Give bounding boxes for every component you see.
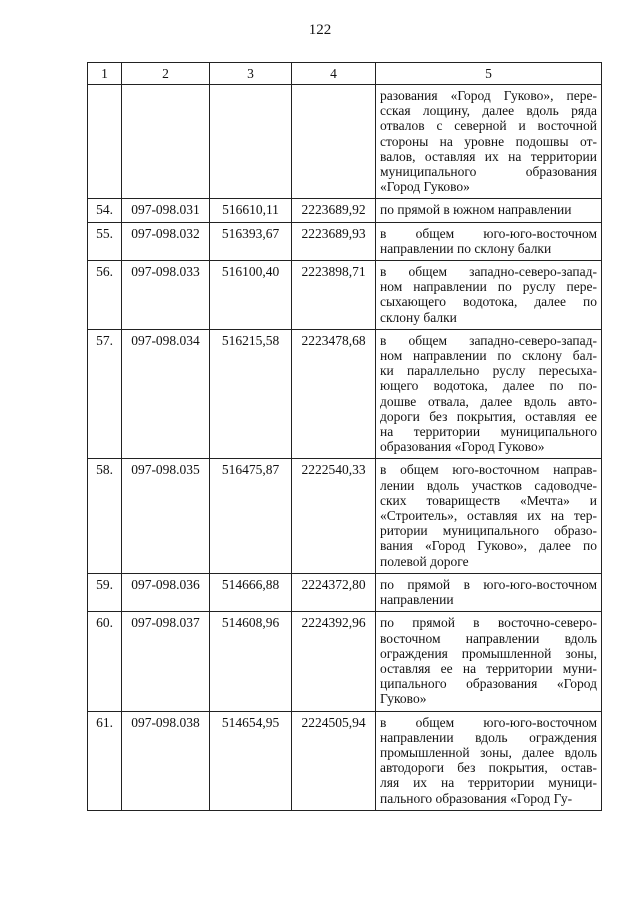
boundary-description (376, 459, 602, 573)
row-number: 61. (88, 711, 122, 810)
description-line: по прямой в восточно-северо- (380, 615, 597, 631)
description-line: сыхающего водотока, далее по (380, 294, 597, 310)
boundary-description (376, 222, 602, 260)
description-line: разования «Город Гуково», пере- (380, 88, 597, 103)
description-line: вания «Город Гуково», далее по (380, 538, 597, 554)
description-line: оставляя ее на территории муни- (380, 660, 597, 676)
table-row (88, 459, 602, 573)
table-row (88, 711, 602, 810)
description-line: стороны на уровне подошвы от- (380, 133, 597, 149)
description-line: восточном направлении вдоль (380, 630, 597, 646)
x-coordinate: 514666,88 (210, 573, 292, 611)
boundary-description (376, 329, 602, 459)
description-line: в общем юго-восточном направ- (380, 462, 597, 478)
description-line: отвалов с северной и восточной (380, 118, 597, 134)
boundary-description (376, 199, 602, 222)
description-line: в общем западно-северо-запад- (380, 264, 597, 280)
x-coordinate: 516393,67 (210, 222, 292, 260)
column-header: 4 (292, 63, 376, 85)
description-line: в общем западно-северо-запад- (380, 332, 597, 348)
description-line: полевой дороге (380, 553, 469, 569)
point-code: 097-098.031 (122, 199, 210, 222)
y-coordinate: 2224392,96 (292, 612, 376, 711)
description-line: в общем юго-юго-восточном (380, 225, 597, 241)
row-number (88, 85, 122, 199)
boundary-description (376, 85, 602, 199)
description-line: в общем юго-юго-восточном (380, 714, 597, 730)
table-header-row (88, 63, 602, 85)
column-header: 5 (376, 63, 602, 85)
y-coordinate: 2222540,33 (292, 459, 376, 573)
x-coordinate: 514608,96 (210, 612, 292, 711)
description-line: ном направлении по склону бал- (380, 348, 597, 364)
point-code: 097-098.033 (122, 261, 210, 330)
point-code: 097-098.036 (122, 573, 210, 611)
point-code: 097-098.037 (122, 612, 210, 711)
description-line: направлении (380, 592, 454, 608)
description-line: ющего водотока, далее по по- (380, 378, 597, 394)
page-number: 122 (308, 22, 332, 38)
description-line: ципального образования «Город (380, 676, 597, 692)
x-coordinate: 516610,11 (210, 199, 292, 222)
table-row (88, 261, 602, 330)
description-line: ограждения промышленной зоны, (380, 645, 597, 661)
row-number: 54. (88, 199, 122, 222)
description-line: склону балки (380, 309, 457, 325)
boundary-description (376, 573, 602, 611)
table-row (88, 612, 602, 711)
description-line: на территории муниципального (380, 424, 597, 440)
boundary-description (376, 261, 602, 330)
row-number: 60. (88, 612, 122, 711)
column-header: 3 (210, 63, 292, 85)
table-row (88, 329, 602, 459)
y-coordinate: 2224505,94 (292, 711, 376, 810)
description-line: автодороги без покрытия, остав- (380, 760, 597, 776)
x-coordinate: 516475,87 (210, 459, 292, 573)
description-line: образования «Город Гуково» (380, 439, 545, 455)
table-body (88, 85, 602, 811)
description-line: ном направлении по руслу пере- (380, 279, 597, 295)
row-number: 59. (88, 573, 122, 611)
x-coordinate: 516100,40 (210, 261, 292, 330)
row-number: 58. (88, 459, 122, 573)
y-coordinate: 2223898,71 (292, 261, 376, 330)
column-header: 2 (122, 63, 210, 85)
boundary-description (376, 711, 602, 810)
point-code: 097-098.035 (122, 459, 210, 573)
point-code: 097-098.032 (122, 222, 210, 260)
description-line: ских товариществ «Мечта» и (380, 492, 597, 508)
row-number: 57. (88, 329, 122, 459)
description-line: ритории муниципального образо- (380, 523, 597, 539)
description-line: по прямой в юго-юго-восточном (380, 576, 597, 592)
description-line: сская лощину, далее вдоль ряда (380, 103, 597, 119)
row-number: 55. (88, 222, 122, 260)
y-coordinate: 2223478,68 (292, 329, 376, 459)
y-coordinate: 2223689,93 (292, 222, 376, 260)
y-coordinate: 2223689,92 (292, 199, 376, 222)
description-line: дошве отвала, далее вдоль авто- (380, 393, 597, 409)
description-line: «Город Гуково» (380, 179, 470, 195)
table-row (88, 85, 602, 199)
description-line: валов, оставляя их на территории (380, 148, 597, 164)
description-line: ляя их на территории муници- (380, 775, 597, 791)
description-line: направлении вдоль ограждения (380, 729, 597, 745)
row-number: 56. (88, 261, 122, 330)
description-line: лении вдоль участков садоводче- (380, 477, 597, 493)
x-coordinate: 514654,95 (210, 711, 292, 810)
description-line: Гуково» (380, 691, 427, 707)
point-code: 097-098.034 (122, 329, 210, 459)
boundary-description (376, 612, 602, 711)
description-line: «Строитель», оставляя их на тер- (380, 508, 597, 524)
description-line: по прямой в южном направлении (380, 202, 572, 218)
y-coordinate: 2224372,80 (292, 573, 376, 611)
point-code: 097-098.038 (122, 711, 210, 810)
description-line: ки параллельно руслу пересыха- (380, 363, 597, 379)
boundary-table (87, 62, 602, 811)
description-line: направлении по склону балки (380, 240, 552, 256)
x-coordinate (210, 85, 292, 199)
column-header: 1 (88, 63, 122, 85)
description-line: муниципального образования (380, 164, 597, 180)
table-row (88, 199, 602, 222)
point-code (122, 85, 210, 199)
description-line: промышленной зоны, далее вдоль (380, 744, 597, 760)
table-row (88, 222, 602, 260)
y-coordinate (292, 85, 376, 199)
description-line: пального образования «Город Гу- (380, 790, 573, 806)
x-coordinate: 516215,58 (210, 329, 292, 459)
table-row (88, 573, 602, 611)
description-line: дороги без покрытия, оставляя ее (380, 408, 597, 424)
